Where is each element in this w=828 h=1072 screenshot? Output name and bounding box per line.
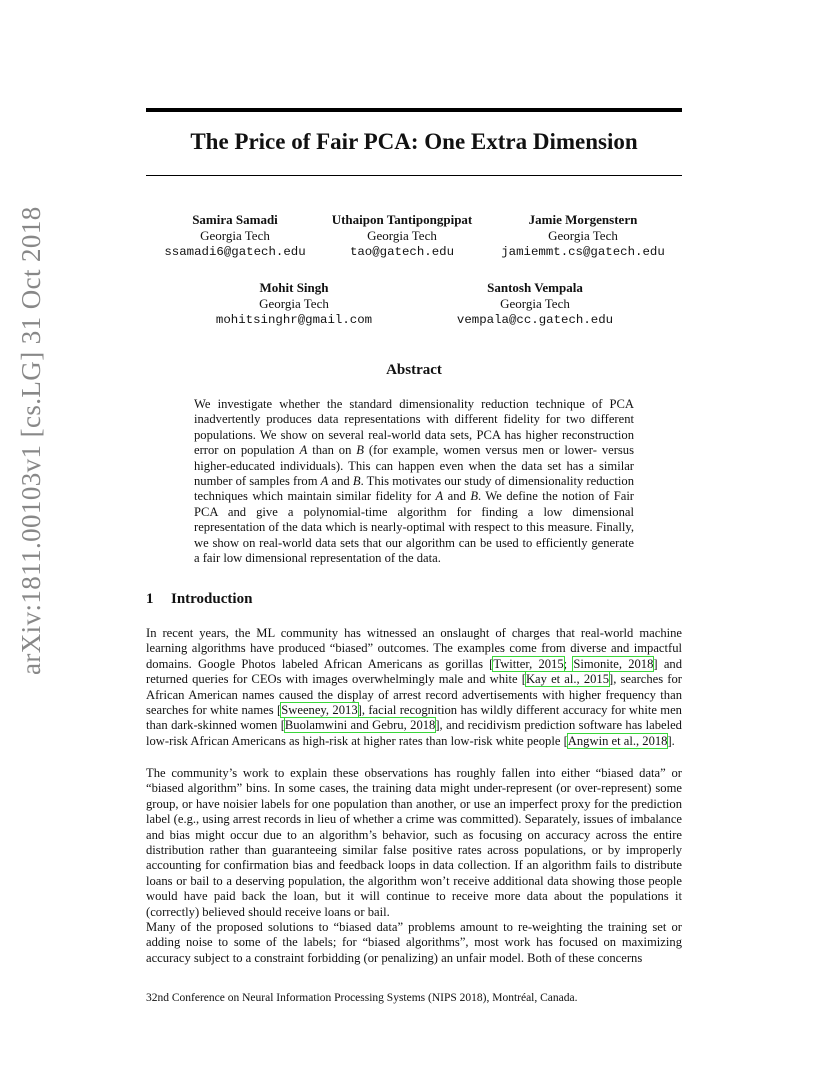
author-name: Santosh Vempala xyxy=(487,280,583,295)
paper-title: The Price of Fair PCA: One Extra Dimension xyxy=(190,129,638,154)
intro-paragraph-3: Many of the proposed solutions to “biased data” problems amount to re-weighting the training set or adding noise to some of the labels; for “biased algorithms”, most work has focused on maximizing accuracy subject to a constraint forbidding (or penalizing) an unfair model. Both of these concerns xyxy=(146,920,682,965)
citation-link[interactable]: Sweeney, 2013 xyxy=(281,703,358,718)
citation-link[interactable]: Kay et al., 2015 xyxy=(525,672,610,687)
section-heading-introduction xyxy=(146,591,252,608)
author-name: Jamie Morgenstern xyxy=(528,212,638,227)
author-name: Samira Samadi xyxy=(192,212,278,227)
intro-paragraph-2: The community’s work to explain these observations has roughly fallen into either “biased data” or “biased algorithm” bins. In some cases, the training data might under-represent (or over-represent) some group, or have noisier labels for one population than another, or use an imperfect proxy for the prediction label (e.g., using arrest records in lieu of whether a crime was committed). Separately, issues of imbalance and bias might occur due to an algorithm’s behavior, such as focusing on accuracy across the entire distribution rather than guaranteeing similar false positive rates across populations, or by improperly accounting for confirmation bias and feedback loops in data collection. If an algorithm fails to distribute loans or bail to a deserving population, the algorithm won’t receive additional data showing those people would have paid back the loan, but it will continue to receive more data about the populations it (correctly) believed should receive loans or bail. xyxy=(146,766,682,919)
citation-link[interactable]: Buolamwini and Gebru, 2018 xyxy=(284,718,436,733)
abstract-body: We investigate whether the standard dimensionality reduction technique of PCA inadvertently produces data representations with different fidelity for two different populations. We show on several real-world data sets, PCA has higher reconstruction error on population A than on B (for example, women versus men or lower- versus higher-educated individuals). This can happen even when the data set has a similar number of samples from A and B. This motivates our study of dimensionality reduction techniques which maintain similar fidelity for A and B. We define the notion of Fair PCA and give a polynomial-time algorithm for finding a low dimensional representation of the data which is nearly-optimal with respect to this measure. Finally, we show on real-world data sets that our algorithm can be used to efficiently generate a fair low dimensional representation of the data. xyxy=(194,397,635,566)
author-name: Mohit Singh xyxy=(259,280,329,295)
author-affiliation: Georgia Tech xyxy=(200,228,270,243)
author-name: Uthaipon Tantipongpipat xyxy=(331,212,473,227)
author-email: mohitsinghr@gmail.com xyxy=(215,313,373,327)
abstract-heading: Abstract xyxy=(386,362,442,378)
intro-paragraph-1: In recent years, the ML community has witnessed an onslaught of charges that real-world machine learning algorithms have produced “biased” outcomes. The examples come from diverse and impactful domains. Google Photos labeled African Americans as gorillas [Twitter, 2015; Simonite, 2018] and returned queries for CEOs with images overwhelmingly male and white [Kay et al., 2015], searches for African American names caused the display of arrest record advertisements with higher frequency than searches for white names [Sweeney, 2013], facial recognition has wildly different accuracy for white men than dark-skinned women [Buolamwini and Gebru, 2018], and recidivism prediction software has labeled low-risk African Americans as high-risk at higher rates than low-risk white people [Angwin et al., 2018]. xyxy=(146,626,683,748)
author-block xyxy=(160,212,310,260)
section-title: Introduction xyxy=(171,591,253,607)
author-email: vempala@cc.gatech.edu xyxy=(456,313,614,327)
arxiv-identifier-sidebar xyxy=(16,206,46,675)
author-block xyxy=(206,280,382,328)
citation-link[interactable]: Angwin et al., 2018 xyxy=(567,733,668,748)
author-email: jamiemmt.cs@gatech.edu xyxy=(501,245,665,259)
author-affiliation: Georgia Tech xyxy=(548,228,618,243)
author-block xyxy=(492,212,674,260)
citation-link[interactable]: Simonite, 2018 xyxy=(573,656,654,671)
author-affiliation: Georgia Tech xyxy=(259,296,329,311)
section-number: 1 xyxy=(146,591,154,607)
conference-footer: 32nd Conference on Neural Information Processing Systems (NIPS 2018), Montréal, Canada. xyxy=(146,992,578,1004)
author-email: ssamadi6@gatech.edu xyxy=(164,245,306,259)
author-affiliation: Georgia Tech xyxy=(367,228,437,243)
author-block xyxy=(316,212,488,260)
title-top-rule xyxy=(146,108,682,112)
author-block xyxy=(446,280,624,328)
citation-link[interactable]: Twitter, 2015 xyxy=(493,656,564,671)
arxiv-identifier: arXiv:1811.00103v1 [cs.LG] 31 Oct 2018 xyxy=(16,206,46,675)
title-bottom-rule xyxy=(146,175,682,176)
author-email: tao@gatech.edu xyxy=(349,245,455,259)
author-affiliation: Georgia Tech xyxy=(500,296,570,311)
